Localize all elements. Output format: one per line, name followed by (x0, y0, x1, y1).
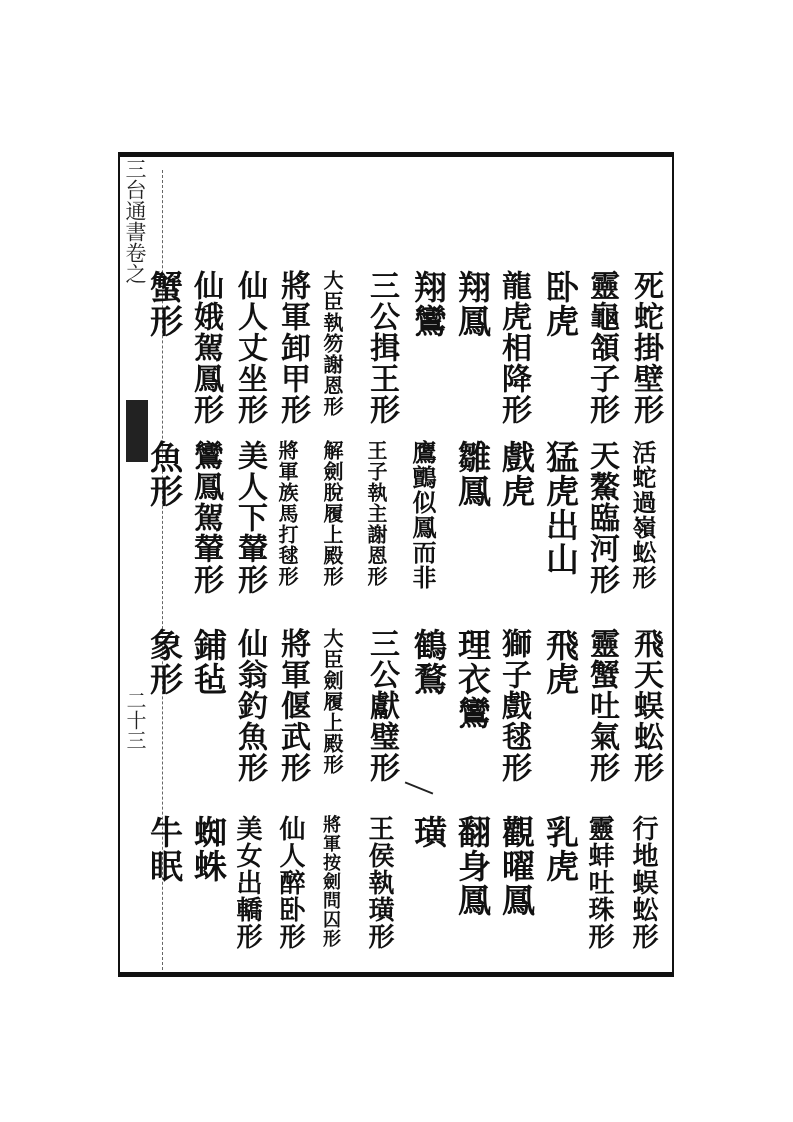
entry-col1-row4: 行地蜈蚣形 (628, 815, 658, 950)
entry-col7-row2: 王子執主謝恩形 (364, 440, 388, 587)
top-border-rule (118, 152, 674, 157)
entry-col8-row3: 大臣劍履上殿形 (320, 628, 344, 775)
margin-page-number: 二十三 (123, 690, 147, 750)
entry-col6-row2: 鷹鸇似鳳而非 (408, 440, 437, 590)
entry-col9-row2: 將軍族馬打毬形 (275, 440, 299, 587)
entry-col4-row3: 獅子戲毬形 (496, 628, 531, 783)
entry-col10-row1: 仙人丈坐形 (232, 270, 267, 425)
entry-col1-row2: 活蛇過嶺蚣形 (628, 440, 657, 590)
entry-col11-row3: 鋪毡 (189, 628, 228, 696)
entry-col4-row2: 戲虎 (497, 440, 536, 508)
left-border-rule (118, 152, 120, 977)
entry-col5-row2: 雛鳳 (453, 440, 492, 508)
bottom-border-rule (118, 972, 674, 977)
entry-col2-row2: 天鰲臨河形 (584, 440, 619, 595)
entry-col8-row2: 解劍脫履上殿形 (320, 440, 344, 587)
entry-col11-row1: 仙娥駕鳳形 (188, 270, 223, 425)
entry-col6-row4: 璜 (409, 815, 448, 849)
entry-col3-row1: 卧虎 (541, 270, 580, 338)
entry-col7-row3: 三公獻璧形 (364, 628, 399, 783)
right-border-rule (672, 152, 674, 977)
entry-col11-row4: 蜘蛛 (189, 815, 228, 883)
entry-col2-row4: 靈蚌吐珠形 (584, 815, 614, 950)
entry-col10-row4: 美女出轎形 (232, 815, 262, 950)
entry-col10-row2: 美人下輦形 (232, 440, 267, 595)
entry-col3-row4: 乳虎 (541, 815, 580, 883)
entry-col2-row1: 靈龜頷子形 (584, 270, 619, 425)
entry-col8-row4: 將軍按劍問囚形 (320, 815, 341, 948)
entry-col9-row3: 將軍偃武形 (275, 628, 310, 783)
entry-col12-row1: 蟹形 (145, 270, 184, 338)
entry-col5-row3: 理衣鸞 (453, 628, 492, 730)
entry-col4-row1: 龍虎相降形 (496, 270, 531, 425)
entry-col8-row1: 大臣執笏謝恩形 (320, 270, 344, 417)
entry-col1-row3: 飛天蜈蚣形 (628, 628, 663, 783)
entry-col9-row1: 將軍卸甲形 (275, 270, 310, 425)
entry-col1-row1: 死蛇掛壁形 (628, 270, 663, 425)
entry-col12-row3: 象形 (145, 628, 184, 696)
entry-col12-row4: 牛眠 (145, 815, 184, 883)
entry-col10-row3: 仙翁釣魚形 (232, 628, 267, 783)
margin-book-title: 三台通書卷之 (123, 158, 147, 284)
entry-col7-row1: 三公揖王形 (364, 270, 399, 425)
entry-col11-row2: 鸞鳳駕輦形 (188, 440, 223, 595)
entry-col5-row1: 翔鳳 (453, 270, 492, 338)
entry-col6-row3: 鶴鶩 (409, 628, 448, 696)
entry-col3-row3: 飛虎 (541, 628, 580, 696)
entry-col6-row1: 翔鸞 (409, 270, 448, 338)
entry-col9-row4: 仙人醉卧形 (275, 815, 305, 950)
entry-col3-row2: 猛虎出山 (541, 440, 580, 576)
entry-col7-row4: 王侯執璜形 (364, 815, 394, 950)
annotation-stroke (405, 781, 434, 794)
entry-col12-row2: 魚形 (145, 440, 184, 508)
entry-col4-row4: 觀曜鳳 (497, 815, 536, 917)
entry-col5-row4: 翻身鳳 (453, 815, 492, 917)
entry-col2-row3: 靈蟹吐氣形 (584, 628, 619, 783)
